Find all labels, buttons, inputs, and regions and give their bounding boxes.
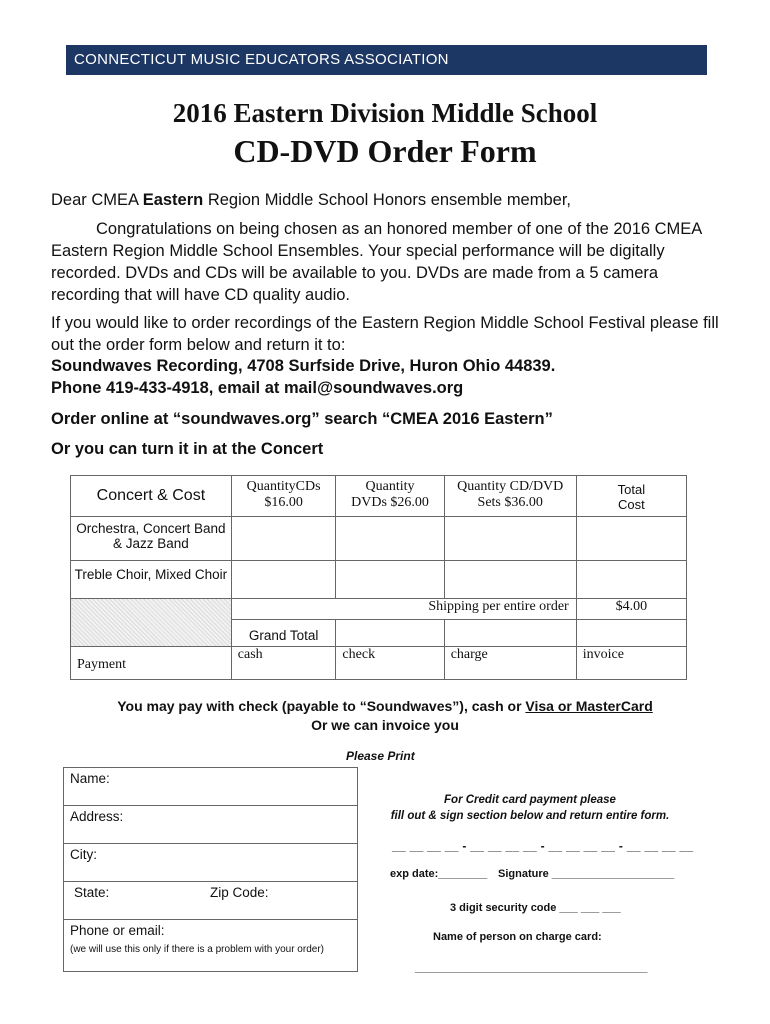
- shipping-label: Shipping per entire order: [231, 599, 576, 620]
- payment-row: [71, 647, 687, 680]
- form-subtitle: 2016 Eastern Division Middle School: [172, 98, 598, 128]
- payment-option-invoice[interactable]: invoice: [576, 647, 686, 680]
- contact-line: Phone 419-433-4918, email at mail@soundwaves.org: [51, 379, 464, 397]
- exp-date-field[interactable]: exp date:________: [390, 868, 488, 880]
- greeting: Dear CMEA Eastern Region Middle School Honors ensemble member,: [51, 191, 572, 209]
- dvds-qty-choir[interactable]: [336, 561, 444, 599]
- payment-note-line1: You may pay with check (payable to “Soundwaves”), cash or Visa or MasterCard: [117, 698, 653, 714]
- concert-cost-header: Concert & Cost: [71, 476, 232, 517]
- sets-qty-choir[interactable]: [444, 561, 576, 599]
- cds-header: QuantityCDs $16.00: [231, 476, 336, 517]
- sets-qty-orchestra[interactable]: [444, 517, 576, 561]
- form-title: CD-DVD Order Form: [233, 133, 537, 169]
- name-field[interactable]: Name:: [64, 768, 358, 806]
- sets-header: Quantity CD/DVD Sets $36.00: [444, 476, 576, 517]
- cc-heading-1: For Credit card payment please: [444, 794, 616, 806]
- dvds-qty-orchestra[interactable]: [336, 517, 444, 561]
- mailing-address: Soundwaves Recording, 4708 Surfside Drive, Huron Ohio 44839.: [51, 357, 556, 375]
- cc-heading-2: fill out & sign section below and return entire form.: [390, 810, 670, 822]
- shipping-cost: $4.00: [576, 599, 686, 620]
- please-print-label: Please Print: [346, 749, 415, 763]
- dvds-header: Quantity DVDs $26.00: [336, 476, 444, 517]
- payment-option-check[interactable]: check: [336, 647, 444, 680]
- instructions-paragraph: If you would like to order recordings of the Eastern Region Middle School Festival please fill out the order form below and return it to:: [51, 314, 719, 354]
- payment-note-line2: Or we can invoice you: [311, 717, 459, 733]
- security-code-field[interactable]: 3 digit security code ___ ___ ___: [450, 902, 621, 914]
- phone-email-field[interactable]: Phone or email: (we will use this only if there is a problem with your order): [64, 920, 358, 972]
- total-orchestra[interactable]: [576, 517, 686, 561]
- address-form: [63, 767, 358, 972]
- cds-qty-choir[interactable]: [231, 561, 336, 599]
- cds-qty-orchestra[interactable]: [231, 517, 336, 561]
- order-row-choir: [71, 561, 687, 599]
- shipping-row: [71, 599, 687, 620]
- state-label: State:: [74, 885, 110, 900]
- name-on-card-label: Name of person on charge card:: [433, 931, 602, 943]
- order-row-orchestra: [71, 517, 687, 561]
- grand-total-value[interactable]: [576, 620, 686, 647]
- grand-total-blank-1: [336, 620, 444, 647]
- grand-total-label: Grand Total: [231, 620, 336, 647]
- grand-total-blank-2: [444, 620, 576, 647]
- order-table: [70, 475, 687, 680]
- visa-mastercard-text: Visa or MasterCard: [525, 698, 653, 714]
- zip-label: Zip Code:: [210, 885, 269, 900]
- card-number-blanks[interactable]: __ __ __ __ - __ __ __ __ - __ __ __ __ - __ __ __ __: [392, 839, 694, 853]
- online-order-line: Order online at “soundwaves.org” search “CMEA 2016 Eastern”: [51, 410, 553, 428]
- address-field[interactable]: Address:: [64, 806, 358, 844]
- phone-note: (we will use this only if there is a problem with your order): [70, 944, 324, 955]
- signature-field[interactable]: Signature ____________________: [498, 868, 675, 880]
- intro-paragraph: Congratulations on being chosen as an honored member of one of the 2016 CMEA Eastern Region Middle School Ensembles. Your special performance will be digitally recorded. DVDs and CDs will be available to you. DVDs are made from a 5 camera recording that will have CD quality audio.: [51, 220, 702, 304]
- row-label-choir: Treble Choir, Mixed Choir: [71, 561, 232, 599]
- payment-option-charge[interactable]: charge: [444, 647, 576, 680]
- concert-turn-in-line: Or you can turn it in at the Concert: [51, 440, 324, 458]
- association-banner: CONNECTICUT MUSIC EDUCATORS ASSOCIATION: [66, 45, 707, 75]
- state-zip-field[interactable]: [64, 882, 358, 920]
- row-label-orchestra: Orchestra, Concert Band & Jazz Band: [71, 517, 232, 561]
- order-table-header: [71, 476, 687, 517]
- payment-label: Payment: [71, 647, 232, 680]
- city-field[interactable]: City:: [64, 844, 358, 882]
- total-choir[interactable]: [576, 561, 686, 599]
- shaded-cell: [71, 599, 232, 647]
- total-cost-header: Total Cost: [576, 476, 686, 517]
- payment-option-cash[interactable]: cash: [231, 647, 336, 680]
- name-on-card-blank[interactable]: ______________________________________: [415, 962, 648, 974]
